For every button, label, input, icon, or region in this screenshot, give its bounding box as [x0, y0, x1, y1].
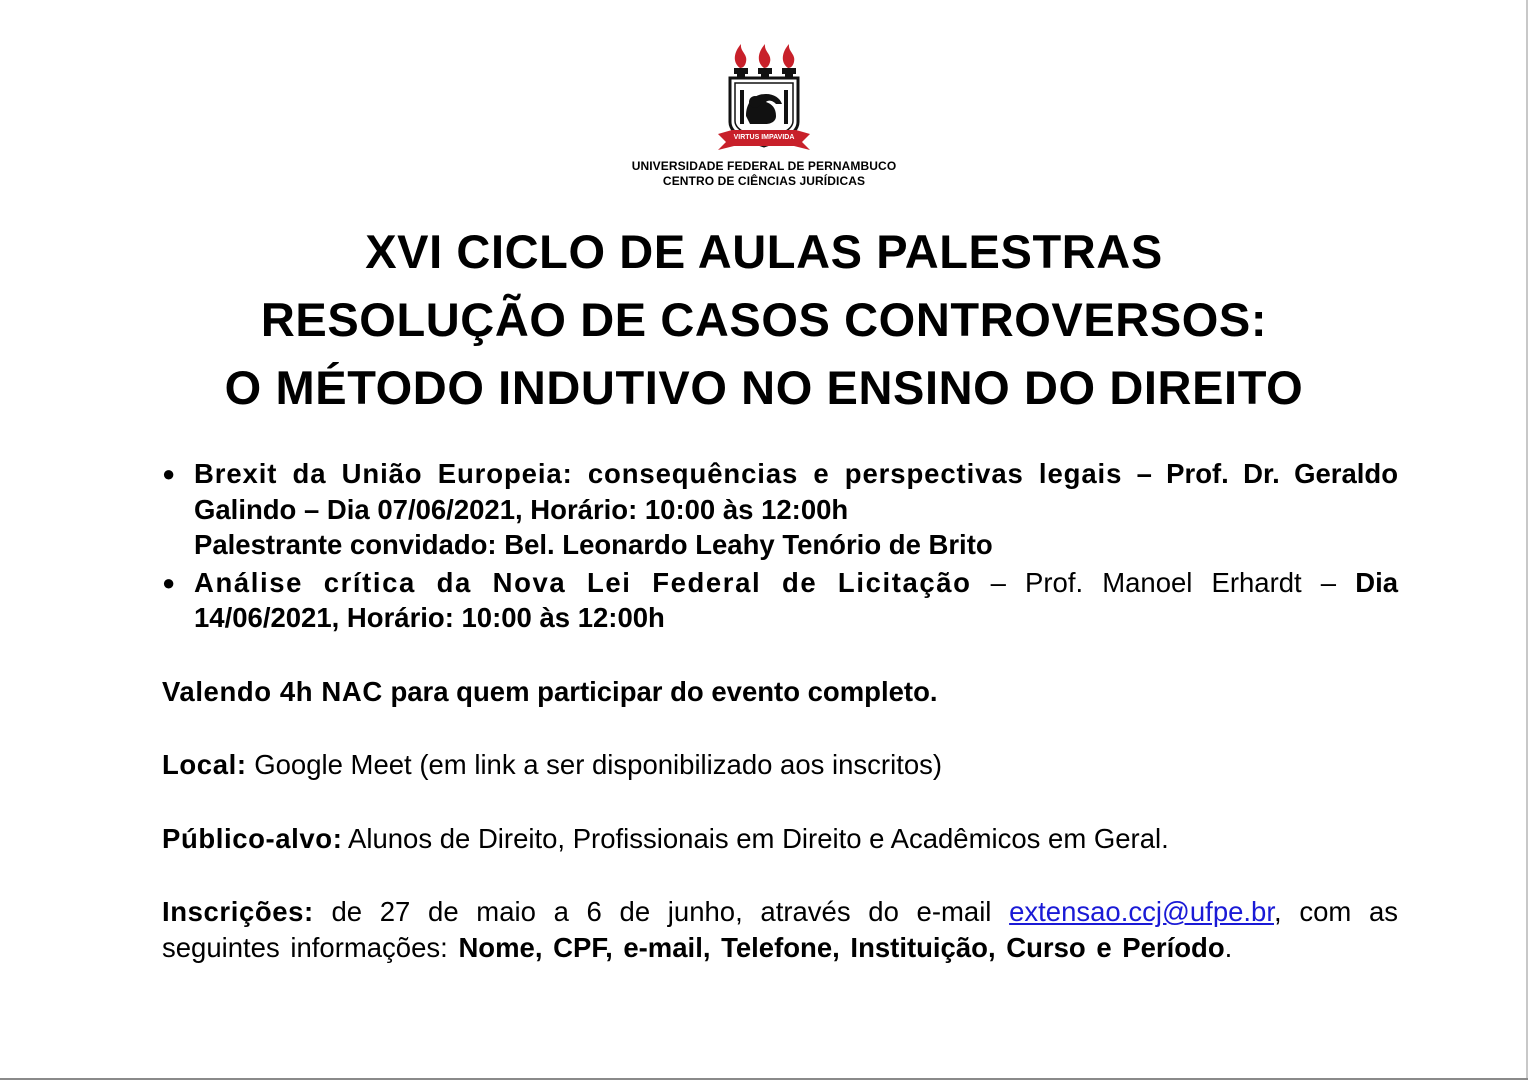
list-item	[162, 456, 1398, 563]
audience-paragraph	[162, 821, 1398, 857]
nac-paragraph	[162, 674, 1398, 710]
email-link[interactable]: extensao.ccj@ufpe.br	[1009, 896, 1274, 927]
registration-paragraph	[162, 894, 1398, 965]
institution-line-2: CENTRO DE CIÊNCIAS JURÍDICAS	[662, 174, 866, 188]
registration-fields: Nome, CPF, e-mail, Telefone, Instituição, Curso e Período	[458, 931, 1225, 963]
institution-name	[564, 159, 964, 189]
registration-text-2: , com as seguintes informações:	[162, 896, 1398, 963]
registration-end: .	[1224, 931, 1233, 963]
talk-list	[162, 456, 1398, 636]
guest-speaker: Palestrante convidado: Bel. Leonardo Leahy Tenório de Brito	[194, 529, 993, 560]
talk-details: – Prof. Dr. Geraldo Galindo – Dia 07/06/2021, Horário: 10:00 às 12:00h	[194, 458, 1398, 525]
document-body	[162, 456, 1398, 965]
local-text: Google Meet (em link a ser disponibilizado aos inscritos)	[246, 749, 943, 780]
title-line-1: XVI CICLO DE AULAS PALESTRAS	[365, 225, 1163, 278]
talk-speaker: – Prof. Manoel Erhardt –	[971, 566, 1356, 598]
nac-label: Valendo 4h NAC	[162, 675, 383, 707]
talk-details: Dia 14/06/2021, Horário: 10:00 às 12:00h	[194, 566, 1398, 633]
local-paragraph	[162, 747, 1398, 783]
audience-colon: :	[332, 822, 342, 854]
registration-label: Inscrições:	[162, 896, 314, 927]
bullet-icon: ●	[162, 461, 176, 486]
logo-motto: VIRTUS IMPAVIDA	[733, 134, 795, 141]
talk-topic: Análise crítica da Nova Lei Federal de Licitação	[194, 566, 972, 598]
registration-text: de 27 de maio a 6 de junho, através do e-mail	[313, 896, 1010, 927]
title-line-3: O MÉTODO INDUTIVO NO ENSINO DO DIREITO	[224, 361, 1304, 414]
institution-line-1: UNIVERSIDADE FEDERAL DE PERNAMBUCO	[631, 159, 897, 173]
audience-label: Público-alvo	[162, 822, 333, 854]
talk-topic: Brexit da União Europeia: consequências e perspectivas legais	[194, 458, 1123, 489]
event-title	[100, 218, 1428, 422]
title-line-2: RESOLUÇÃO DE CASOS CONTROVERSOS:	[260, 293, 1268, 346]
nac-text: para quem participar do evento completo.	[382, 675, 938, 707]
ufpe-crest-logo	[710, 38, 818, 158]
bullet-icon: ●	[162, 569, 176, 595]
local-label: Local:	[162, 749, 247, 780]
audience-text: Alunos de Direito, Profissionais em Direito e Acadêmicos em Geral.	[341, 822, 1169, 854]
list-item	[162, 565, 1398, 636]
